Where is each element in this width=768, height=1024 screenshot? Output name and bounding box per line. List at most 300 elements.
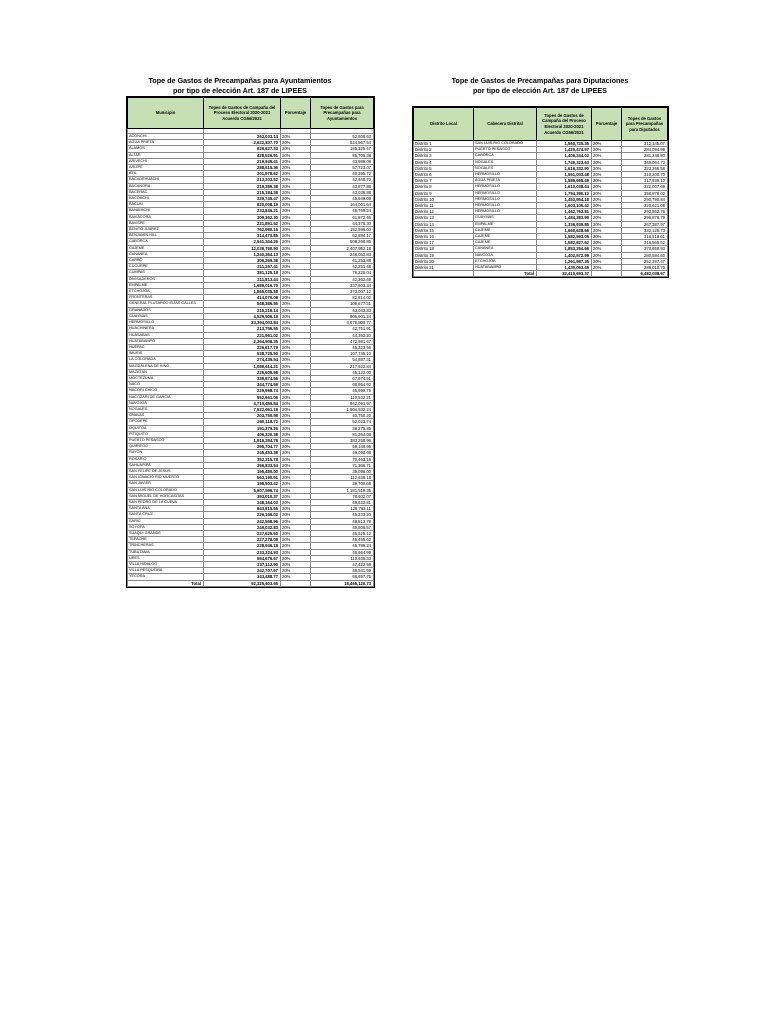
topes-campana-cell: 339,874.56 [204,375,281,381]
cabecera-cell: HERMOSILLO [474,203,537,209]
topes-campana-cell: 2,622,837.70 [204,140,281,146]
municipio-cell: PUERTO PEÑASCO [128,437,204,443]
municipio-cell: YÉCORA [128,574,204,580]
porcentaje-cell: 20% [592,209,622,215]
topes-precampana-cell: 4,678,800.77 [311,320,374,326]
total-topes-campana: 92,325,603.65 [204,580,281,586]
municipio-cell: ETCHOJOA [128,289,204,295]
header-topes-campana: Topes de Gastos de Campaña del Proceso Electoral 2020-2021 Acuerdo CG56/2021 [537,108,592,141]
topes-precampana-cell: 45,789.24 [311,543,374,549]
municipio-cell: MAGDALENA DE KINO [128,363,204,369]
porcentaje-cell: 20% [281,444,311,450]
porcentaje-cell: 20% [281,208,311,214]
topes-precampana-cell: 373,007.12 [311,289,374,295]
municipio-cell: DIVISADEROS [128,276,204,282]
topes-campana-cell: 1,420,474.97 [537,147,592,153]
porcentaje-cell: 20% [281,493,311,499]
total-porcentaje-empty [592,271,622,277]
porcentaje-cell: 20% [281,183,311,189]
porcentaje-cell: 20% [281,357,311,363]
topes-precampana-cell: 81,264.08 [311,431,374,437]
cabecera-cell: NAVOJOA [474,252,537,258]
porcentaje-cell: 20% [281,568,311,574]
topes-precampana-cell: 110,935.33 [311,555,374,561]
topes-campana-cell: 393,010.37 [204,493,281,499]
topes-precampana-cell: 284,094.99 [622,147,668,153]
topes-campana-cell: 1,616,332.90 [537,165,592,171]
porcentaje-cell: 20% [281,468,311,474]
topes-campana-cell: 762,980.16 [204,227,281,233]
topes-precampana-cell: 42,251.48 [311,264,374,270]
topes-precampana-cell: 49,090.68 [311,450,374,456]
porcentaje-cell: 20% [281,499,311,505]
topes-campana-cell: 1,551,003.48 [537,172,592,178]
topes-precampana-cell: 267,387.97 [622,221,668,227]
topes-campana-cell: 237,112.90 [204,562,281,568]
porcentaje-cell: 20% [281,382,311,388]
municipio-cell: NAVOJOA [128,400,204,406]
porcentaje-cell: 20% [281,375,311,381]
porcentaje-cell: 20% [281,239,311,245]
ayuntamientos-table-container [127,97,373,587]
topes-precampana-cell: 248,052.83 [311,251,374,257]
municipio-cell: TEPACHE [128,537,204,543]
topes-precampana-cell: 82,814.02 [311,295,374,301]
topes-precampana-cell: 185,325.47 [311,146,374,152]
topes-precampana-cell: 59,140.95 [311,444,374,450]
distrito-cell: Distrito 13 [414,215,474,221]
porcentaje-cell: 20% [281,524,311,530]
total-topes-campana: 32,410,693.37 [537,271,592,277]
topes-precampana-cell: 61,253.88 [311,258,374,264]
municipio-cell: BÁCUM [128,202,204,208]
porcentaje-cell: 20% [281,202,311,208]
porcentaje-cell: 20% [281,481,311,487]
topes-campana-cell: 1,745,323.63 [537,159,592,165]
porcentaje-cell: 20% [281,462,311,468]
topes-precampana-cell: 48,541.59 [311,568,374,574]
porcentaje-cell: 20% [281,450,311,456]
topes-campana-cell: 1,560,725.35 [537,141,592,147]
porcentaje-cell: 20% [281,388,311,394]
topes-campana-cell: 245,453.38 [204,450,281,456]
municipio-cell: NÁCORI CHICO [128,388,204,394]
topes-precampana-cell: 70,463.16 [311,456,374,462]
topes-precampana-cell: 152,596.03 [311,227,374,233]
topes-campana-cell: 1,582,827.62 [537,240,592,246]
municipio-cell: ÓNAVAS [128,413,204,419]
municipio-cell: BACERAC [128,189,204,195]
municipio-cell: ALTAR [128,152,204,158]
porcentaje-cell: 20% [281,344,311,350]
topes-precampana-cell: 85,705.38 [311,152,374,158]
topes-campana-cell: 7,522,661.18 [204,406,281,412]
topes-precampana-cell: 110,532.21 [311,394,374,400]
topes-precampana-cell: 942,091.97 [311,400,374,406]
porcentaje-cell: 20% [281,574,311,580]
topes-precampana-cell: 316,518.61 [622,234,668,240]
topes-campana-cell: 538,725.50 [204,351,281,357]
porcentaje-cell: 20% [281,506,311,512]
porcentaje-cell: 20% [281,320,311,326]
topes-precampana-cell: 370,650.93 [622,246,668,252]
municipio-cell: SAHUARIPA [128,462,204,468]
header-topes-precampana: Topes de Gastos para Precampañas para Diputados [622,108,668,141]
topes-precampana-cell: 39,096.00 [311,468,374,474]
topes-precampana-cell: 281,248.80 [622,153,668,159]
total-label: Total [474,271,537,277]
porcentaje-cell: 20% [281,270,311,276]
topes-campana-cell: 263,033.14 [204,134,281,140]
topes-precampana-cell: 44,392.20 [311,332,374,338]
municipio-cell: CAJEME [128,245,204,251]
cabecera-cell: HUATABAMPO [474,265,537,271]
diputaciones-header-row [414,108,668,141]
porcentaje-cell: 20% [592,203,622,209]
porcentaje-cell: 20% [281,487,311,493]
header-cabecera-distrital: Cabecera Distrital [474,108,537,141]
diputaciones-table-body [414,141,668,277]
porcentaje-cell: 20% [281,258,311,264]
topes-precampana-cell: 280,594.60 [622,252,668,258]
municipio-cell: RAYÓN [128,450,204,456]
municipio-cell: BENJAMÍN HILL [128,233,204,239]
porcentaje-cell: 20% [281,531,311,537]
topes-campana-cell: 1,261,987.35 [537,258,592,264]
porcentaje-cell: 20% [281,456,311,462]
topes-campana-cell: 1,336,939.85 [537,221,592,227]
porcentaje-cell: 20% [281,165,311,171]
porcentaje-cell: 20% [281,220,311,226]
topes-precampana-cell: 1,504,532.24 [311,406,374,412]
topes-precampana-cell: 164,001.64 [311,202,374,208]
topes-campana-cell: 1,240,264.13 [204,251,281,257]
porcentaje-cell: 20% [281,282,311,288]
topes-campana-cell: 1,794,390.12 [537,190,592,196]
cabecera-cell: SAN LUIS RIO COLORADO [474,141,537,147]
topes-precampana-cell: 43,989.08 [311,158,374,164]
municipio-cell: SUAQUI GRANDE [128,531,204,537]
topes-precampana-cell: 52,606.63 [311,134,374,140]
distrito-cell: Distrito 1 [414,141,474,147]
total-distrito-empty [414,271,474,277]
topes-precampana-cell: 905,901.24 [311,313,374,319]
topes-campana-cell: 213,203.52 [204,177,281,183]
distrito-cell: Distrito 20 [414,258,474,264]
porcentaje-cell: 20% [281,158,311,164]
municipio-cell: HUÁSABAS [128,332,204,338]
topes-campana-cell: 191,379.26 [204,425,281,431]
topes-campana-cell: 552,661.06 [204,394,281,400]
distrito-cell: Distrito 3 [414,153,474,159]
porcentaje-cell: 20% [592,172,622,178]
topes-precampana-cell: 112,638.18 [311,475,374,481]
topes-campana-cell: 1,462,763.81 [537,209,592,215]
cabecera-cell: CAJEME [474,234,537,240]
porcentaje-cell: 20% [592,165,622,171]
porcentaje-cell: 20% [592,147,622,153]
topes-precampana-cell: 1,181,519.35 [311,487,374,493]
topes-campana-cell: 229,998.74 [204,388,281,394]
porcentaje-cell: 20% [281,394,311,400]
topes-campana-cell: 381,125.18 [204,270,281,276]
porcentaje-cell: 20% [281,562,311,568]
porcentaje-cell: 20% [281,134,311,140]
porcentaje-cell: 20% [281,189,311,195]
porcentaje-cell: 20% [592,184,622,190]
total-porcentaje-empty [281,580,311,586]
cabecera-cell: EMPALME [474,221,537,227]
topes-campana-cell: 414,070.08 [204,295,281,301]
porcentaje-cell: 20% [281,369,311,375]
diputaciones-table-container [413,107,667,277]
topes-campana-cell: 428,526.91 [204,152,281,158]
municipio-cell: FRONTERAS [128,295,204,301]
topes-precampana-cell: 38,275.85 [311,425,374,431]
topes-precampana-cell: 40,395.72 [311,171,374,177]
municipio-cell: MAZATÁN [128,369,204,375]
porcentaje-cell: 20% [592,190,622,196]
porcentaje-cell: 20% [281,146,311,152]
topes-precampana-cell: 42,640.70 [311,177,374,183]
municipio-cell: BAVIÁCORA [128,214,204,220]
distrito-cell: Distrito 8 [414,184,474,190]
cabecera-cell: CAJEME [474,227,537,233]
topes-precampana-cell: 40,750.20 [311,413,374,419]
topes-precampana-cell: 472,981.67 [311,338,374,344]
municipio-cell: BAVISPE [128,220,204,226]
municipio-cell: CUMPAS [128,270,204,276]
municipio-cell: SAN JAVIER [128,481,204,487]
topes-precampana-cell: 67,974.91 [311,375,374,381]
topes-precampana-cell: 61,872.46 [311,214,374,220]
porcentaje-cell: 20% [281,338,311,344]
diputaciones-title [415,76,665,96]
topes-precampana-cell: 42,751.91 [311,326,374,332]
porcentaje-cell: 20% [281,295,311,301]
topes-precampana-cell: 128,763.11 [311,506,374,512]
total-topes-precampana: 6,482,038.67 [622,271,668,277]
porcentaje-cell: 20% [592,246,622,252]
topes-campana-cell: 1,660,628.66 [537,227,592,233]
porcentaje-cell: 20% [281,332,311,338]
topes-campana-cell: 1,865,035.58 [204,289,281,295]
topes-precampana-cell: 43,877.88 [311,183,374,189]
porcentaje-cell: 20% [281,549,311,555]
topes-campana-cell: 554,676.67 [204,555,281,561]
cabecera-cell: PUERTO PEÑASCO [474,147,537,153]
distrito-cell: Distrito 15 [414,227,474,233]
municipio-cell: CABORCA [128,239,204,245]
municipio-cell: ARIZPE [128,165,204,171]
porcentaje-cell: 20% [281,425,311,431]
topes-campana-cell: 2,541,344.26 [204,239,281,245]
municipio-cell: HUATABAMPO [128,338,204,344]
topes-campana-cell: 195,480.00 [204,468,281,474]
topes-precampana-cell: 45,999.75 [311,388,374,394]
cabecera-cell: CANANEA [474,246,537,252]
distrito-cell: Distrito 4 [414,159,474,165]
municipio-cell: TUBUTAMA [128,549,204,555]
municipio-cell: BACANORA [128,183,204,189]
topes-campana-cell: 201,978.62 [204,171,281,177]
porcentaje-cell: 20% [281,419,311,425]
topes-campana-cell: 219,389.38 [204,183,281,189]
porcentaje-cell: 20% [592,240,622,246]
topes-campana-cell: 233,324.93 [204,549,281,555]
topes-campana-cell: 274,436.54 [204,357,281,363]
distrito-cell: Distrito 5 [414,165,474,171]
porcentaje-cell: 20% [592,221,622,227]
distrito-cell: Distrito 14 [414,221,474,227]
total-row [414,271,668,277]
municipio-cell: CANANEA [128,251,204,257]
diputaciones-title-line2: por tipo de elección Art. 187 de LIPEES [473,86,607,95]
cabecera-cell: HERMOSILLO [474,196,537,202]
topes-precampana-cell: 322,007.69 [622,184,668,190]
porcentaje-cell: 20% [281,251,311,257]
porcentaje-cell: 20% [281,351,311,357]
municipio-cell: SAN FELIPE DE JESÚS [128,468,204,474]
topes-campana-cell: 229,745.47 [204,196,281,202]
topes-precampana-cell: 47,422.58 [311,562,374,568]
municipio-cell: BANÁMICHI [128,208,204,214]
topes-campana-cell: 242,707.97 [204,568,281,574]
porcentaje-cell: 20% [592,265,622,271]
topes-campana-cell: 1,916,294.78 [204,437,281,443]
distrito-cell: Distrito 16 [414,234,474,240]
header-porcentaje: Porcentaje [592,108,622,141]
topes-precampana-cell: 2,407,952.18 [311,245,374,251]
distrito-cell: Distrito 2 [414,147,474,153]
municipio-cell: BACOACHI [128,196,204,202]
porcentaje-cell: 20% [592,258,622,264]
diputaciones-title-line1: Tope de Gastos de Precampañas para Diputaciones [451,76,629,85]
porcentaje-cell: 20% [281,555,311,561]
topes-precampana-cell: 39,700.68 [311,481,374,487]
cabecera-cell: AGUA PRIETA [474,178,537,184]
topes-campana-cell: 344,774.59 [204,382,281,388]
topes-precampana-cell: 292,552.76 [622,209,668,215]
topes-precampana-cell: 310,200.70 [622,172,668,178]
topes-campana-cell: 1,689,016.70 [204,282,281,288]
municipio-cell: BENITO JUÁREZ [128,227,204,233]
municipio-cell: NACOZARI DE GARCÍA [128,394,204,400]
topes-campana-cell: 226,166.02 [204,512,281,518]
topes-campana-cell: 260,118.72 [204,419,281,425]
topes-campana-cell: 211,257.41 [204,264,281,270]
topes-campana-cell: 1,089,614.21 [204,363,281,369]
municipio-cell: EMPALME [128,282,204,288]
topes-campana-cell: 1,484,383.99 [537,215,592,221]
topes-campana-cell: 4,529,506.18 [204,313,281,319]
topes-campana-cell: 226,617.79 [204,344,281,350]
ayuntamientos-title-line1: Tope de Gastos de Precampañas para Ayuntamientos [148,76,332,85]
cabecera-cell: ETCHOJOA [474,258,537,264]
topes-precampana-cell: 290,790.84 [622,196,668,202]
topes-precampana-cell: 42,362.69 [311,276,374,282]
porcentaje-cell: 20% [281,140,311,146]
ayuntamientos-table [127,97,374,587]
topes-campana-cell: 215,219.14 [204,307,281,313]
porcentaje-cell: 20% [281,301,311,307]
porcentaje-cell: 20% [281,264,311,270]
porcentaje-cell: 20% [281,406,311,412]
cabecera-cell: HERMOSILLO [474,172,537,178]
diputaciones-table [413,107,668,277]
topes-campana-cell: 5,907,596.74 [204,487,281,493]
header-topes-campana: Topes de Gastos de Campaña del Proceso Electoral 2020-2021 Acuerdo CG56/2021 [204,98,281,129]
topes-precampana-cell: 320,621.08 [622,203,668,209]
topes-campana-cell: 233,846.21 [204,208,281,214]
municipio-cell: ARIVECHI [128,158,204,164]
distrito-cell: Distrito 6 [414,172,474,178]
topes-campana-cell: 406,320.38 [204,431,281,437]
topes-campana-cell: 227,625.60 [204,531,281,537]
municipio-cell: SAN LUIS RÍO COLORADO [128,487,204,493]
municipio-cell: GUAYMAS [128,313,204,319]
porcentaje-cell: 20% [281,518,311,524]
topes-campana-cell: 1,589,695.49 [537,178,592,184]
topes-campana-cell: 219,945.41 [204,158,281,164]
topes-precampana-cell: 323,266.58 [622,165,668,171]
topes-precampana-cell: 45,323.56 [311,344,374,350]
topes-campana-cell: 215,184.38 [204,189,281,195]
municipio-cell: OQUITOA [128,425,204,431]
topes-precampana-cell: 54,887.31 [311,357,374,363]
topes-campana-cell: 1,610,038.44 [537,184,592,190]
topes-precampana-cell: 62,894.17 [311,233,374,239]
porcentaje-cell: 20% [592,153,622,159]
topes-precampana-cell: 46,769.24 [311,208,374,214]
municipio-cell: HUÉPAC [128,344,204,350]
topes-precampana-cell: 68,954.92 [311,382,374,388]
topes-campana-cell: 295,704.77 [204,444,281,450]
porcentaje-cell: 20% [281,245,311,251]
municipio-cell: GRANADOS [128,307,204,313]
header-municipio: Municipio [128,98,204,129]
municipio-cell: SAN IGNACIO RÍO MUERTO [128,475,204,481]
municipio-cell: CARBÓ [128,258,204,264]
porcentaje-cell: 20% [281,214,311,220]
topes-precampana-cell: 44,378.30 [311,220,374,226]
topes-precampana-cell: 107,745.10 [311,351,374,357]
porcentaje-cell: 20% [592,215,622,221]
topes-campana-cell: 643,815.55 [204,506,281,512]
topes-campana-cell: 548,386.56 [204,301,281,307]
porcentaje-cell: 20% [592,178,622,184]
municipio-cell: VILLA PESQUEIRA [128,568,204,574]
topes-precampana-cell: 76,225.04 [311,270,374,276]
topes-precampana-cell: 358,878.02 [622,190,668,196]
topes-campana-cell: 314,470.85 [204,233,281,239]
porcentaje-cell: 20% [281,363,311,369]
topes-campana-cell: 227,278.08 [204,537,281,543]
total-row [128,580,374,586]
ayuntamientos-title [125,76,355,96]
topes-precampana-cell: 524,567.54 [311,140,374,146]
topes-precampana-cell: 45,949.09 [311,196,374,202]
header-porcentaje: Porcentaje [281,98,311,129]
topes-precampana-cell: 57,723.07 [311,165,374,171]
topes-campana-cell: 1,453,954.18 [537,196,592,202]
ayuntamientos-title-line2: por tipo de elección Art. 187 de LIPEES [173,86,307,95]
municipio-cell: SANTA ANA [128,506,204,512]
topes-campana-cell: 4,710,459.84 [204,400,281,406]
municipio-cell: HUACHINERA [128,326,204,332]
topes-precampana-cell: 109,677.31 [311,301,374,307]
topes-campana-cell: 343,488.77 [204,574,281,580]
